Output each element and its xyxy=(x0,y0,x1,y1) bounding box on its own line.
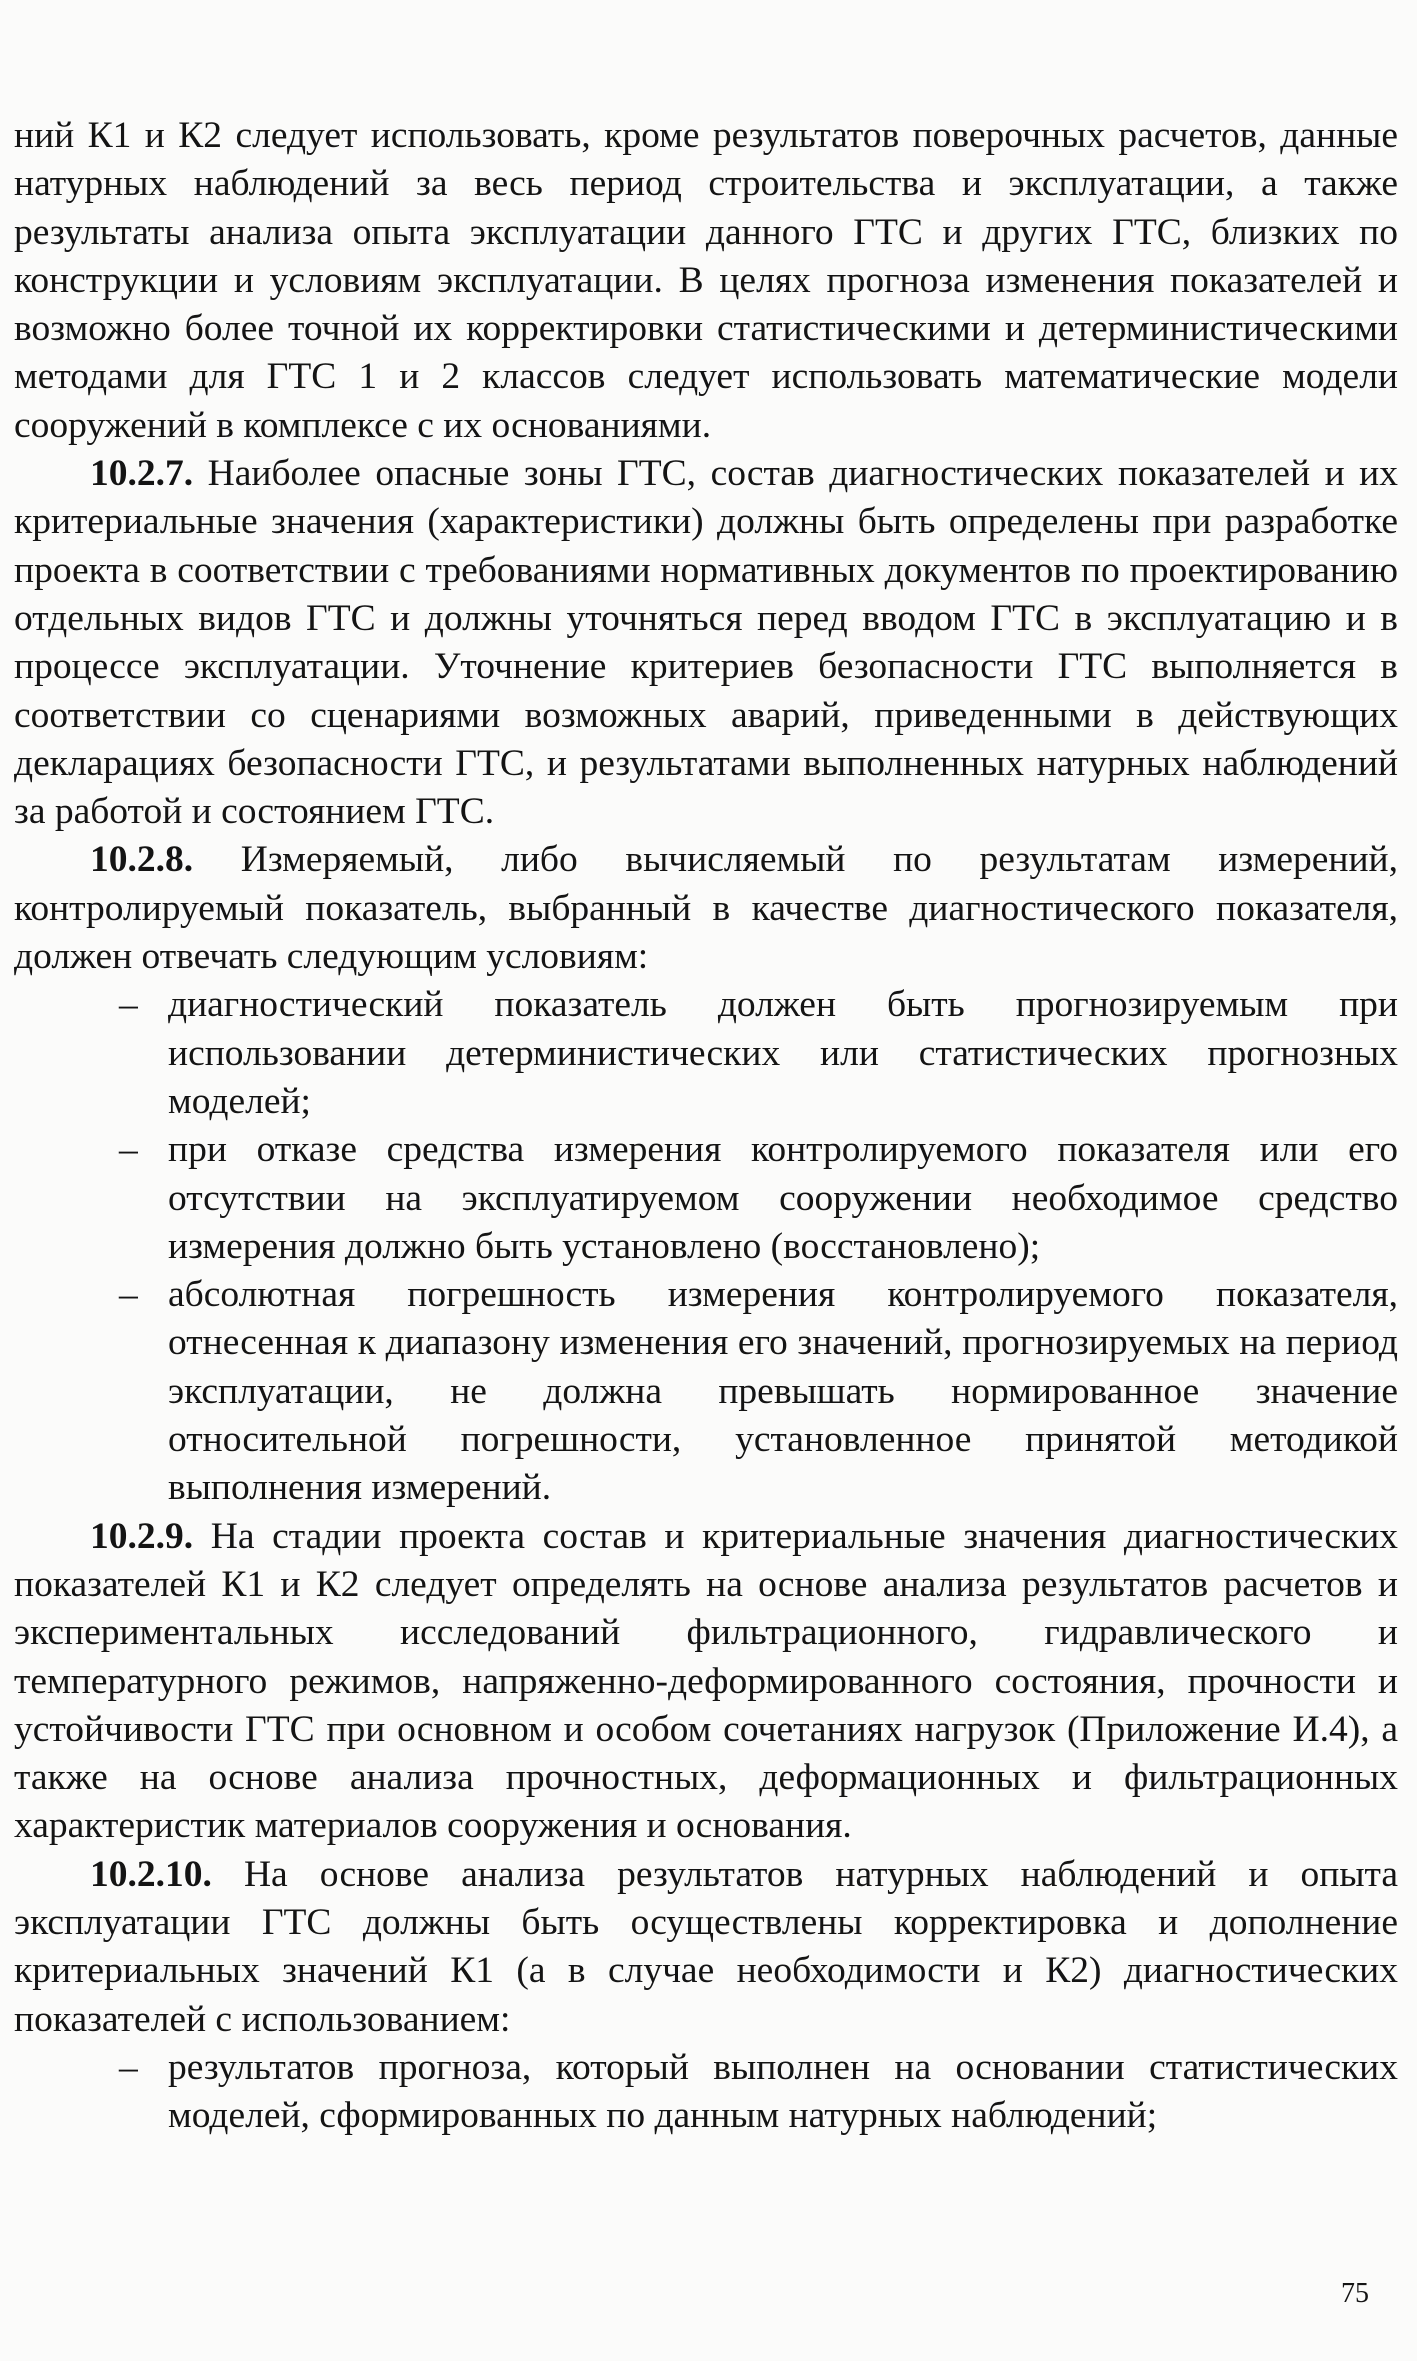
section-10-2-9 xyxy=(14,1513,1398,1851)
list-item-text: абсолютная погрешность измерения контролируемого показателя, отнесенная к диапазону изменения его значений, прогнозируемых на период эксплуатации, не должна превышать нормированное значение относительной погрешности, установленное принятой методикой выполнения измерений. xyxy=(168,1274,1398,1509)
list-item-text: диагностический показатель должен быть прогнозируемым при использовании детерминистических или статистических прогнозных моделей; xyxy=(168,984,1398,1122)
section-number: 10.2.10. xyxy=(90,1853,212,1895)
list-item xyxy=(14,1126,1398,1271)
bullet-dash: – xyxy=(119,1129,138,1171)
section-paragraph xyxy=(14,836,1398,981)
section-10-2-10 xyxy=(14,1851,1398,2141)
section-paragraph xyxy=(14,450,1398,836)
section-10-2-7 xyxy=(14,450,1398,836)
section-paragraph xyxy=(14,1513,1398,1851)
bullet-list xyxy=(14,981,1398,1512)
list-item xyxy=(14,2044,1398,2141)
bullet-dash: – xyxy=(119,2046,138,2088)
document-body xyxy=(14,112,1398,2140)
section-text: Измеряемый, либо вычисляемый по результатам измерений, контролируемый показатель, выбранный в качестве диагностического показателя, должен отвечать следующим условиям: xyxy=(14,839,1399,978)
section-number: 10.2.9. xyxy=(90,1515,194,1557)
section-text: Наиболее опасные зоны ГТС, состав диагностических показателей и их критериальные значения (характеристики) должны быть определены при разработке проекта в соответствии с требованиями нормативных документов по проектированию отдельных видов ГТС и должны уточняться перед вводом ГТС в эксплуатацию и в процессе эксплуатации. Уточнение критериев безопасности ГТС выполняется в соответствии со сценариями возможных аварий, приведенными в действующих декларациях безопасности ГТС, и результатами выполненных натурных наблюдений за работой и состоянием ГТС. xyxy=(14,453,1398,833)
bullet-dash: – xyxy=(119,1274,138,1316)
section-text: На основе анализа результатов натурных наблюдений и опыта эксплуатации ГТС должны быть осуществлены корректировка и дополнение критериальных значений К1 (а в случае необходимости и К2) диагностических показателей с использованием: xyxy=(14,1853,1398,2040)
bullet-list xyxy=(14,2044,1398,2141)
page-number: 75 xyxy=(1341,2278,1369,2309)
list-item xyxy=(14,1271,1398,1512)
list-item-text: при отказе средства измерения контролируемого показателя или его отсутствии на эксплуатируемом сооружении необходимое средство измерения должно быть установлено (восстановлено); xyxy=(168,1129,1398,1267)
section-text: На стадии проекта состав и критериальные значения диагностических показателей К1 и К2 следует определять на основе анализа результатов расчетов и экспериментальных исследований фильтрационного, гидравлического и температурного режимов, напряженно-деформированного состояния, прочности и устойчивости ГТС при основном и особом сочетаниях нагрузок (Приложение И.4), а также на основе анализа прочностных, деформационных и фильтрационных характеристик материалов сооружения и основания. xyxy=(14,1515,1399,1847)
opening-paragraph: ний К1 и К2 следует использовать, кроме результатов поверочных расчетов, данные натурных наблюдений за весь период строительства и эксплуатации, а также результаты анализа опыта эксплуатации данного ГТС и других ГТС, близких по конструкции и условиям эксплуатации. В целях прогноза изменения показателей и возможно более точной их корректировки статистическими и детерминистическими методами для ГТС 1 и 2 классов следует использовать математические модели сооружений в комплексе с их основаниями. xyxy=(14,115,1398,446)
section-number: 10.2.7. xyxy=(90,453,194,495)
list-item xyxy=(14,981,1398,1126)
bullet-dash: – xyxy=(119,984,138,1026)
section-paragraph xyxy=(14,1851,1398,2044)
section-number: 10.2.8. xyxy=(90,839,194,881)
list-item-text: результатов прогноза, который выполнен на основании статистических моделей, сформированных по данным натурных наблюдений; xyxy=(168,2046,1398,2137)
section-10-2-8 xyxy=(14,836,1398,1512)
